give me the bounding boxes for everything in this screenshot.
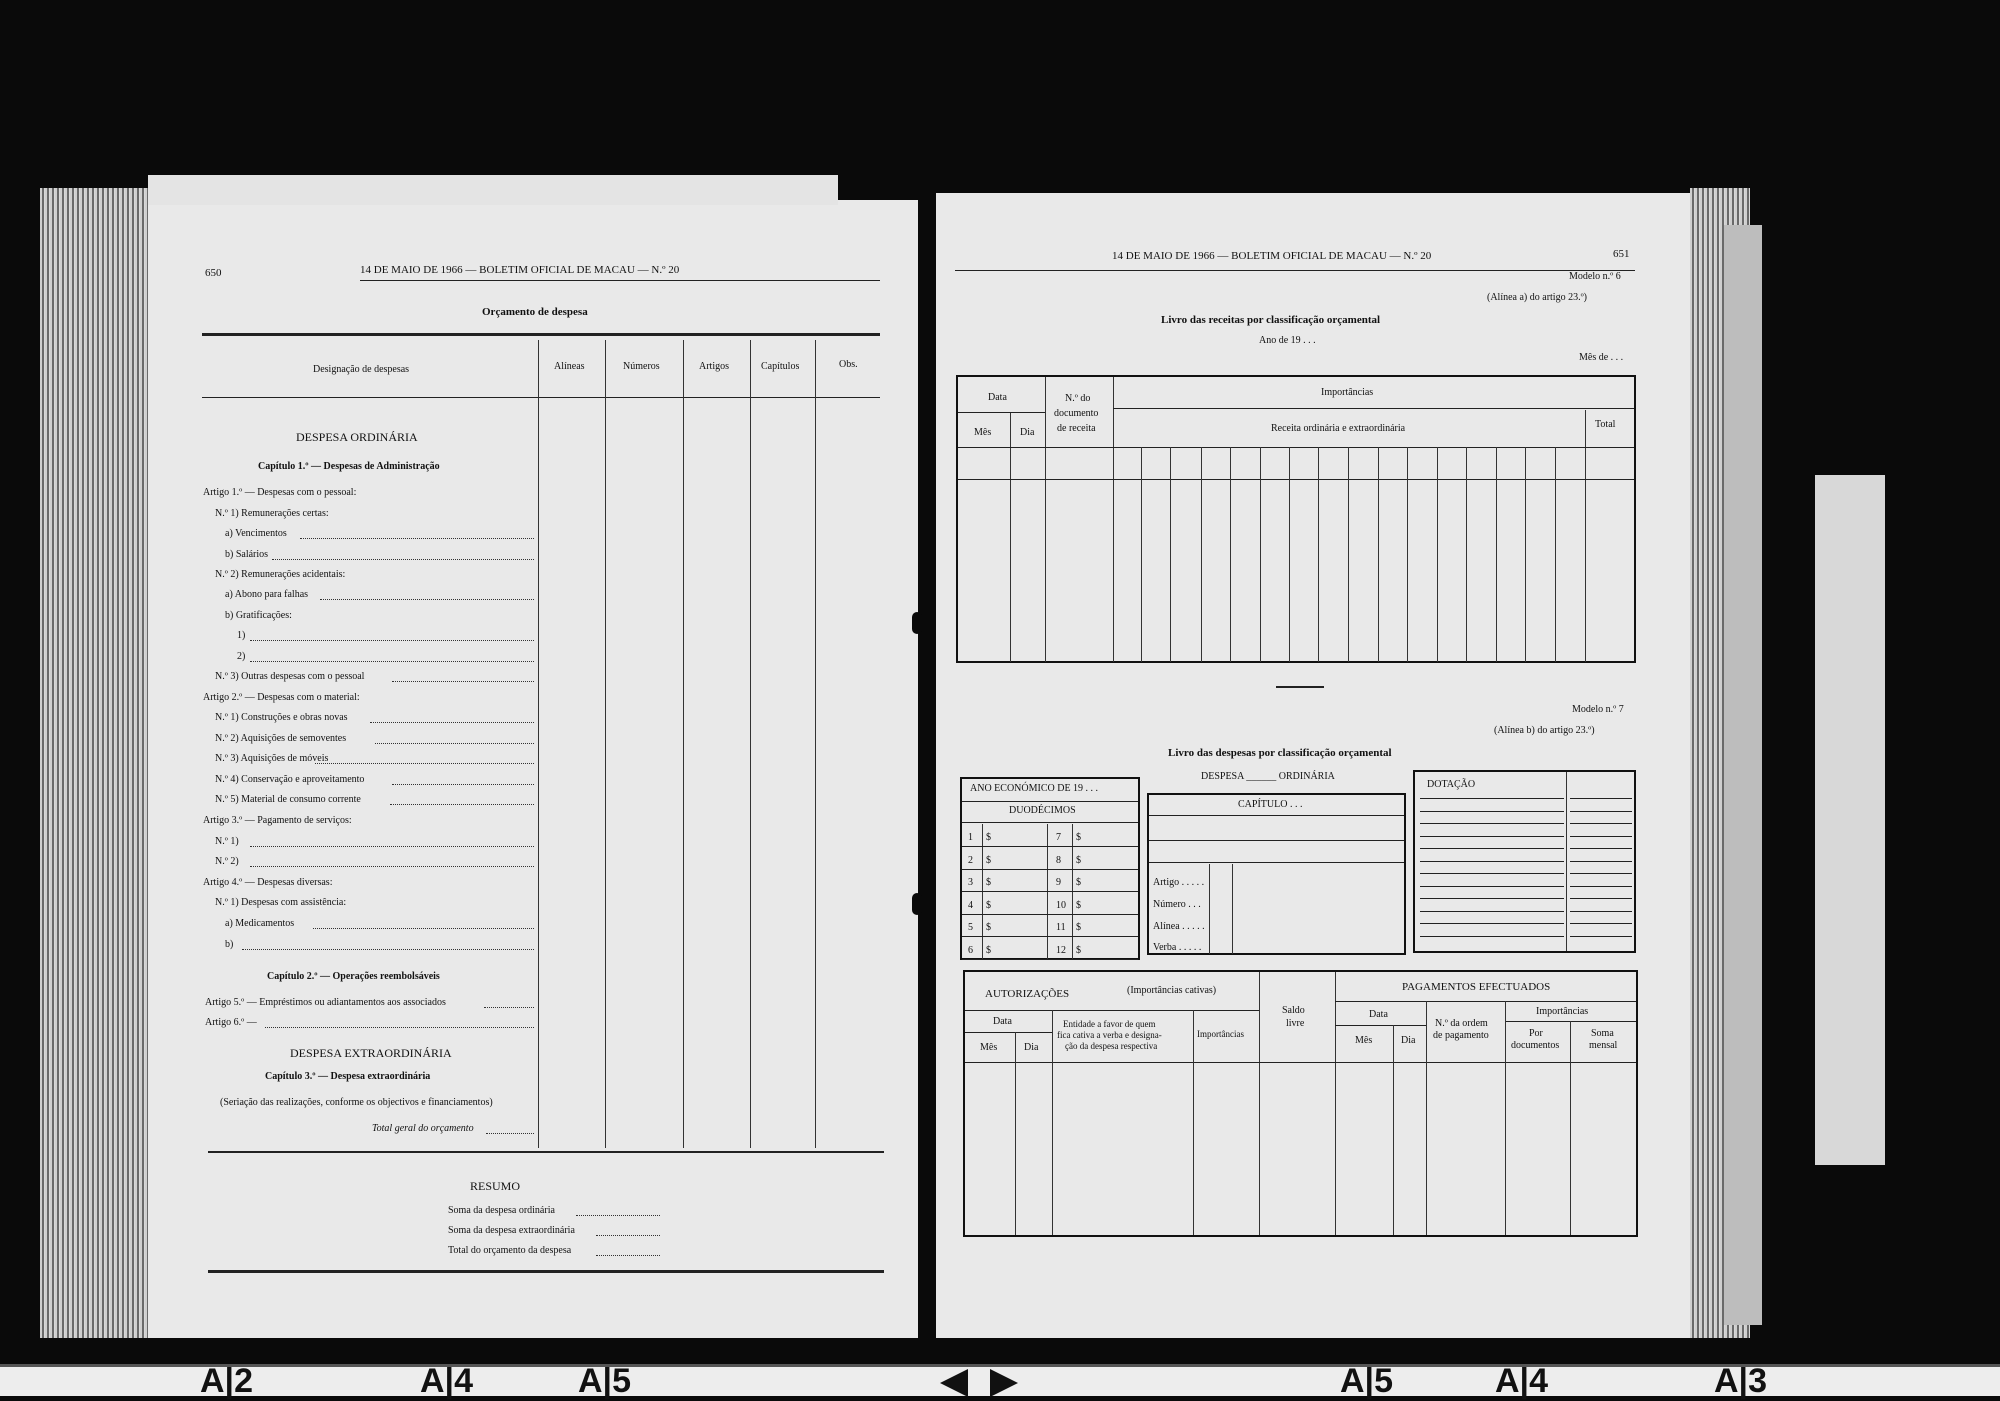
dotacao-line (1420, 823, 1564, 824)
dotacao-line-right (1570, 898, 1632, 899)
t1-importancias: Importâncias (1321, 387, 1374, 398)
duo-h2 (962, 822, 1138, 823)
despesa-ordinaria-heading: DESPESA ORDINÁRIA (296, 430, 418, 444)
t3-dia: Dia (1024, 1042, 1039, 1053)
line-b: b) (225, 939, 234, 950)
ano: Ano de 19 . . . (1259, 335, 1316, 346)
film-mark-3: A|5 (578, 1362, 631, 1400)
line-salarios: b) Salários (225, 549, 269, 560)
dotacao-line-right (1570, 798, 1632, 799)
cap-verba: Verba . . . . . (1153, 942, 1202, 953)
line-moveis: N.º 3) Aquisições de móveis (215, 753, 329, 764)
resumo-total: Total do orçamento da despesa (448, 1245, 572, 1256)
left-page (148, 200, 918, 1338)
leader-resumo-1 (576, 1215, 660, 1216)
t1-subcol-line (1201, 447, 1202, 662)
t3-por-1: Por (1529, 1028, 1543, 1039)
t3-mes: Mês (980, 1042, 998, 1053)
film-mark-6: A|3 (1714, 1362, 1767, 1400)
cap-v2 (1232, 864, 1233, 954)
t1-subcol-line (1318, 447, 1319, 662)
line-grat-1: 1) (237, 630, 246, 641)
dotacao-line (1420, 911, 1564, 912)
duo-row-line (962, 914, 1138, 915)
duo-h1 (962, 801, 1138, 802)
leader-b (242, 949, 534, 950)
dotacao-line (1420, 798, 1564, 799)
ano-economico: ANO ECONÓMICO DE 19 . . . (970, 783, 1099, 794)
left-title: Orçamento de despesa (482, 306, 588, 318)
alinea-b: (Alínea b) do artigo 23.º) (1494, 725, 1595, 736)
line-abono: a) Abono para falhas (225, 589, 309, 600)
t3-entidade-1: Entidade a favor de quem (1063, 1019, 1156, 1029)
line-assistencia: N.º 1) Despesas com assistência: (215, 897, 347, 908)
leader-art3-n2 (250, 866, 534, 867)
leader-total (486, 1133, 534, 1134)
left-table-top (202, 333, 880, 336)
duo-cell: $ (1076, 899, 1081, 911)
line-medicamentos: a) Medicamentos (225, 918, 295, 929)
leader-moveis (315, 763, 534, 764)
left-vline-4 (750, 340, 751, 1148)
right-running-head: 14 DE MAIO DE 1966 — BOLETIM OFICIAL DE MACAU — N.º 20 (1112, 250, 1432, 262)
line-n2: N.º 2) Remunerações acidentais: (215, 569, 346, 580)
leader-construcoes (370, 722, 534, 723)
t1-subcol-line (1496, 447, 1497, 662)
t1-h-imp (1113, 408, 1634, 409)
t1-total: Total (1595, 419, 1616, 430)
gutter (918, 195, 936, 1345)
line-art5: Artigo 5.º — Empréstimos ou adiantamentos aos associados (205, 997, 446, 1008)
line-grat-2: 2) (237, 651, 246, 662)
cap-alinea: Alínea . . . . . (1153, 921, 1205, 932)
t3-data: Data (993, 1016, 1012, 1027)
t1-subcol-line (1170, 447, 1171, 662)
dotacao-line-right (1570, 836, 1632, 837)
dotacao-line-right (1570, 811, 1632, 812)
leader-conservacao (392, 784, 534, 785)
col-alineas: Alíneas (554, 361, 585, 372)
right-head-rule (955, 270, 1635, 271)
t3-v-mes-r (1393, 1025, 1394, 1235)
t3-saldo-2: livre (1286, 1018, 1305, 1029)
t1-subcol-line (1378, 447, 1379, 662)
leader-art5 (484, 1007, 534, 1008)
dotacao-line-right (1570, 861, 1632, 862)
line-semoventes: N.º 2) Aquisições de semoventes (215, 733, 347, 744)
t1-subcol-line (1437, 447, 1438, 662)
t3-v-por (1570, 1021, 1571, 1235)
left-page-top (148, 175, 838, 205)
t1-subcol-line (1289, 447, 1290, 662)
left-page-stack (40, 188, 148, 1338)
t3-v-mes-l (1015, 1032, 1016, 1235)
despesa-extraordinaria-heading: DESPESA EXTRAORDINÁRIA (290, 1046, 452, 1060)
t1-subcol-line (1348, 447, 1349, 662)
t1-receita: Receita ordinária e extraordinária (1271, 423, 1406, 434)
t3-saldo-1: Saldo (1282, 1005, 1305, 1016)
t3-mes2: Mês (1355, 1035, 1373, 1046)
duo-cell: 1 (968, 832, 973, 843)
col-obs: Obs. (839, 359, 858, 370)
left-vline-3 (683, 340, 684, 1148)
t3-h-data-r (1335, 1025, 1426, 1026)
t1-dia: Dia (1020, 427, 1035, 438)
col-numeros: Números (623, 361, 660, 372)
dotacao-line (1420, 936, 1564, 937)
t1-subcol-line (1141, 447, 1142, 662)
t3-importancias2: Importâncias (1536, 1006, 1589, 1017)
line-art6: Artigo 6.º — (205, 1017, 257, 1028)
left-vline-1 (538, 340, 539, 1148)
left-header-bottom (202, 397, 880, 398)
t1-ndoc-1: N.º do (1065, 393, 1091, 404)
right-overflap (1724, 225, 1762, 1325)
dot-v (1566, 772, 1567, 951)
left-page-number: 650 (205, 267, 222, 279)
duo-cell: $ (986, 899, 991, 911)
livro-despesas-title: Livro das despesas por classificação orçamental (1168, 747, 1392, 759)
duo-cell: 2 (968, 854, 973, 866)
duo-row-line (962, 869, 1138, 870)
line-art2: Artigo 2.º — Despesas com o material: (203, 692, 360, 703)
alinea-a: (Alínea a) do artigo 23.º) (1487, 292, 1588, 303)
duo-cell: $ (1076, 854, 1081, 866)
t1-data: Data (988, 392, 1007, 403)
dotacao-line (1420, 848, 1564, 849)
duo-cell: $ (986, 877, 991, 888)
left-table-bottom (208, 1151, 884, 1153)
t3-data2: Data (1369, 1009, 1388, 1020)
leader-abono (320, 599, 534, 600)
duo-cell: $ (1076, 922, 1081, 933)
despesa-ordinaria-label: DESPESA ______ ORDINÁRIA (1201, 771, 1335, 782)
dotacao-line-right (1570, 873, 1632, 874)
line-n3: N.º 3) Outras despesas com o pessoal (215, 671, 365, 682)
t1-v-data-end (1045, 377, 1046, 662)
col-designacao: Designação de despesas (313, 364, 410, 375)
duo-cell: $ (986, 832, 991, 843)
leader-art6 (265, 1027, 534, 1028)
line-n1: N.º 1) Remunerações certas: (215, 508, 329, 519)
col-capitulos: Capítulos (761, 361, 800, 372)
t3-importancias: Importâncias (1197, 1029, 1244, 1039)
capitulo-label: CAPÍTULO . . . (1238, 799, 1303, 810)
duo-cell: $ (986, 922, 991, 933)
dotacao-line (1420, 886, 1564, 887)
leader-grat2 (250, 661, 534, 662)
duo-cell: $ (1076, 877, 1081, 888)
duo-cell: 3 (968, 877, 973, 888)
t3-ordem-1: N.º da ordem (1435, 1018, 1488, 1029)
line-material: N.º 5) Material de consumo corrente (215, 794, 361, 805)
cap-artigo: Artigo . . . . . (1153, 877, 1205, 888)
t1-mes: Mês (974, 427, 992, 438)
line-art4: Artigo 4.º — Despesas diversas: (203, 877, 333, 888)
t3-h-header-bottom (965, 1062, 1636, 1063)
t1-h-sub (958, 447, 1634, 448)
duo-cell: 10 (1056, 899, 1066, 911)
line-gratificacoes: b) Gratificações: (225, 610, 292, 621)
line-art1: Artigo 1.º — Despesas com o pessoal: (203, 487, 357, 498)
t3-v-saldo-end (1335, 972, 1336, 1235)
duo-cell: $ (1076, 944, 1081, 956)
t3-soma-1: Soma (1591, 1028, 1614, 1039)
t3-v-dia-l (1052, 1010, 1053, 1235)
line-conservacao: N.º 4) Conservação e aproveitamento (215, 774, 365, 785)
seriacao: (Seriação das realizações, conforme os objectivos e financiamentos) (220, 1097, 493, 1108)
duo-cell: $ (986, 944, 991, 956)
duo-cell: 12 (1056, 944, 1066, 956)
film-mark-2: A|4 (420, 1362, 473, 1400)
film-mark-1: A|2 (200, 1362, 253, 1400)
t1-ndoc-2: documento (1054, 408, 1099, 419)
leader-resumo-2 (596, 1235, 660, 1236)
film-strip-rule (0, 1364, 2000, 1367)
resumo-extraordinaria: Soma da despesa extraordinária (448, 1225, 575, 1236)
t1-subcol-line (1466, 447, 1467, 662)
resumo-ordinaria: Soma da despesa ordinária (448, 1205, 555, 1216)
t3-ordem-2: de pagamento (1433, 1030, 1489, 1041)
leader-medicamentos (313, 928, 534, 929)
t1-subcol-line (1260, 447, 1261, 662)
dotacao-line (1420, 811, 1564, 812)
leader-resumo-3 (596, 1255, 660, 1256)
t3-h-data-l (965, 1032, 1052, 1033)
dotacao-line-right (1570, 936, 1632, 937)
capitulo-1-heading: Capítulo 1.º — Despesas de Administração (258, 461, 440, 472)
leader-grat1 (250, 640, 534, 641)
t1-subcol-line (1230, 447, 1231, 662)
duo-cell: 9 (1056, 877, 1061, 888)
line-art3-n2: N.º 2) (215, 856, 239, 867)
right-page-number: 651 (1613, 248, 1630, 260)
t3-soma-2: mensal (1589, 1040, 1618, 1051)
t3-h-top-r (1335, 1001, 1636, 1002)
capitulo-2-heading: Capítulo 2.º — Operações reembolsáveis (267, 971, 440, 982)
paper-strip (1815, 475, 1885, 1165)
duo-cell: $ (986, 854, 991, 866)
cap-v1 (1209, 864, 1210, 954)
t3-autorizacoes: AUTORIZAÇÕES (985, 988, 1070, 1000)
duo-cell: 4 (968, 899, 973, 911)
t3-dia2: Dia (1401, 1035, 1416, 1046)
left-head-rule (360, 280, 880, 281)
mes: Mês de . . . (1579, 352, 1624, 363)
left-vline-5 (815, 340, 816, 1148)
left-bottom-rule (208, 1270, 884, 1273)
t3-imp-cativas: (Importâncias cativas) (1127, 985, 1217, 996)
dotacao-line-right (1570, 923, 1632, 924)
line-art3: Artigo 3.º — Pagamento de serviços: (203, 815, 352, 826)
total-geral: Total geral do orçamento (372, 1123, 474, 1134)
line-vencimentos: a) Vencimentos (225, 528, 287, 539)
col-artigos: Artigos (699, 361, 729, 372)
t1-subcol-line (1555, 447, 1556, 662)
dotacao-label: DOTAÇÃO (1427, 779, 1476, 790)
dotacao-line-right (1570, 848, 1632, 849)
duo-cell: 7 (1056, 832, 1061, 843)
leader-n3 (392, 681, 534, 682)
livro-receitas-title: Livro das receitas por classificação orçamental (1161, 314, 1381, 326)
line-construcoes: N.º 1) Construções e obras novas (215, 712, 348, 723)
t1-subcol-line (1407, 447, 1408, 662)
film-arrow-right (990, 1369, 1018, 1397)
modelo-7: Modelo n.º 7 (1572, 704, 1624, 715)
capitulo-3-heading: Capítulo 3.º — Despesa extraordinária (265, 1071, 431, 1082)
duodecimos-label: DUODÉCIMOS (1009, 805, 1076, 816)
film-mark-4: A|5 (1340, 1362, 1393, 1400)
t3-v-ordem (1505, 1001, 1506, 1235)
t1-ndoc-3: de receita (1057, 423, 1096, 434)
cap-numero: Número . . . (1153, 899, 1201, 910)
t1-v-data-split (1010, 412, 1011, 662)
duo-row-line (962, 891, 1138, 892)
duo-cell: 5 (968, 922, 973, 933)
duo-cell: 6 (968, 944, 973, 956)
t3-v-dia-r (1426, 1001, 1427, 1235)
leader-semoventes (375, 743, 534, 744)
dotacao-line-right (1570, 823, 1632, 824)
cap-h1 (1149, 815, 1404, 816)
left-vline-2 (605, 340, 606, 1148)
duo-cell: $ (1076, 832, 1081, 843)
leader-material (390, 804, 534, 805)
t1-v-ndoc-end (1113, 377, 1114, 662)
cap-h3 (1149, 862, 1404, 863)
leader-art3-n1 (250, 846, 534, 847)
t3-entidade-2: fica cativa a verba e designa- (1057, 1030, 1162, 1040)
cap-h2 (1149, 840, 1404, 841)
duo-row-line (962, 936, 1138, 937)
leader-vencimentos (300, 538, 534, 539)
duo-cell: 8 (1056, 854, 1061, 866)
t3-h-top-l (965, 1010, 1259, 1011)
dotacao-line (1420, 873, 1564, 874)
dotacao-line (1420, 923, 1564, 924)
leader-salarios (272, 559, 534, 560)
duo-cell: 11 (1056, 922, 1066, 933)
duo-row-line (962, 846, 1138, 847)
left-running-head: 14 DE MAIO DE 1966 — BOLETIM OFICIAL DE MACAU — N.º 20 (360, 264, 680, 276)
binding-ring-1 (912, 612, 922, 634)
dotacao-line-right (1570, 911, 1632, 912)
modelo-separator (1276, 686, 1324, 688)
dotacao-line (1420, 861, 1564, 862)
t1-subcol-line (1525, 447, 1526, 662)
t3-por-2: documentos (1511, 1040, 1560, 1051)
dotacao-line (1420, 898, 1564, 899)
t1-h-data (958, 412, 1045, 413)
t1-h-row (958, 479, 1634, 480)
duo-row-line (962, 959, 1138, 960)
modelo-6: Modelo n.º 6 (1569, 271, 1621, 282)
film-mark-5: A|4 (1495, 1362, 1548, 1400)
binding-ring-2 (912, 893, 922, 915)
t3-entidade-3: ção da despesa respectiva (1065, 1041, 1158, 1051)
resumo-heading: RESUMO (470, 1179, 521, 1193)
film-arrow-left (940, 1369, 968, 1397)
dotacao-line (1420, 836, 1564, 837)
line-art3-n1: N.º 1) (215, 836, 239, 847)
t3-pagamentos: PAGAMENTOS EFECTUADOS (1402, 981, 1551, 993)
dotacao-line-right (1570, 886, 1632, 887)
t3-v-imp-end (1259, 972, 1260, 1235)
t3-v-ent (1193, 1010, 1194, 1235)
